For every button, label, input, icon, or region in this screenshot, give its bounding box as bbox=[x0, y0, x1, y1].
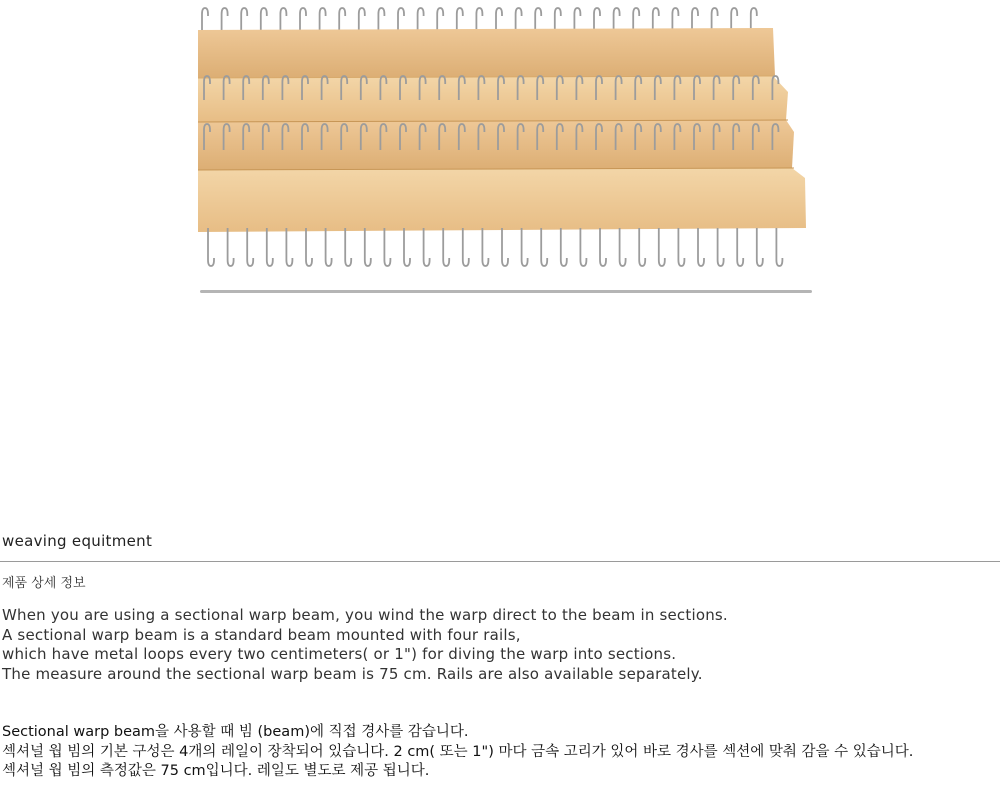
metal-loop bbox=[502, 228, 508, 266]
description-line: A sectional warp beam is a standard beam mounted with four rails, bbox=[2, 625, 521, 644]
description-line: The measure around the sectional warp beam is 75 cm. Rails are also available separately. bbox=[2, 664, 703, 683]
metal-loop bbox=[247, 228, 253, 266]
description-line: When you are using a sectional warp beam, you wind the warp direct to the beam in sections. bbox=[2, 606, 728, 624]
description-line: Sectional warp beam을 사용할 때 빔 (beam)에 직접 경사를 감습니다. bbox=[2, 724, 469, 740]
metal-loop bbox=[718, 228, 724, 266]
description-line: which have metal loops every two centimeters( or 1") for diving the warp into sections. bbox=[2, 645, 677, 663]
metal-loop bbox=[776, 228, 782, 266]
product-image bbox=[198, 0, 813, 300]
product-category: weaving equitment bbox=[2, 532, 153, 550]
metal-loop bbox=[286, 228, 292, 266]
metal-loop bbox=[306, 228, 312, 266]
description-line: 섹셔널 웝 빔의 측정값은 75 cm입니다. 레일도 별도로 제공 됩니다. bbox=[2, 763, 430, 779]
metal-loop bbox=[463, 228, 469, 266]
sectional-warp-beam-photo bbox=[198, 0, 813, 300]
metal-loop bbox=[208, 228, 214, 266]
metal-loop bbox=[639, 228, 645, 266]
metal-loop bbox=[561, 228, 567, 266]
metal-loop bbox=[541, 228, 547, 266]
metal-loop bbox=[580, 228, 586, 266]
metal-loop bbox=[482, 228, 488, 266]
metal-loop bbox=[678, 228, 684, 266]
metal-loop bbox=[698, 228, 704, 266]
metal-loop bbox=[757, 228, 763, 266]
section-title: 제품 상세 정보 bbox=[2, 576, 86, 591]
metal-loop bbox=[384, 228, 390, 266]
metal-rod bbox=[200, 290, 812, 293]
rail-4 bbox=[198, 168, 806, 232]
metal-loop bbox=[443, 228, 449, 266]
metal-loop bbox=[522, 228, 528, 266]
metal-loop bbox=[365, 228, 371, 266]
rail-1 bbox=[198, 28, 775, 78]
description-korean bbox=[2, 723, 913, 782]
metal-loop bbox=[228, 228, 234, 266]
metal-loop bbox=[404, 228, 410, 266]
metal-loop bbox=[326, 228, 332, 266]
metal-loop bbox=[267, 228, 273, 266]
metal-loop bbox=[620, 228, 626, 266]
divider bbox=[0, 561, 1000, 562]
metal-loop bbox=[659, 228, 665, 266]
metal-loop bbox=[737, 228, 743, 266]
metal-loop bbox=[600, 228, 606, 266]
metal-loop bbox=[424, 228, 430, 266]
description-english bbox=[2, 606, 728, 684]
metal-loop bbox=[345, 228, 351, 266]
description-line: 섹셔널 웝 빔의 기본 구성은 4개의 레일이 장착되어 있습니다. 2 cm( 또는 1") 마다 금속 고리가 있어 바로 경사를 섹션에 맞춰 감을 수 있습니다. bbox=[2, 743, 914, 760]
